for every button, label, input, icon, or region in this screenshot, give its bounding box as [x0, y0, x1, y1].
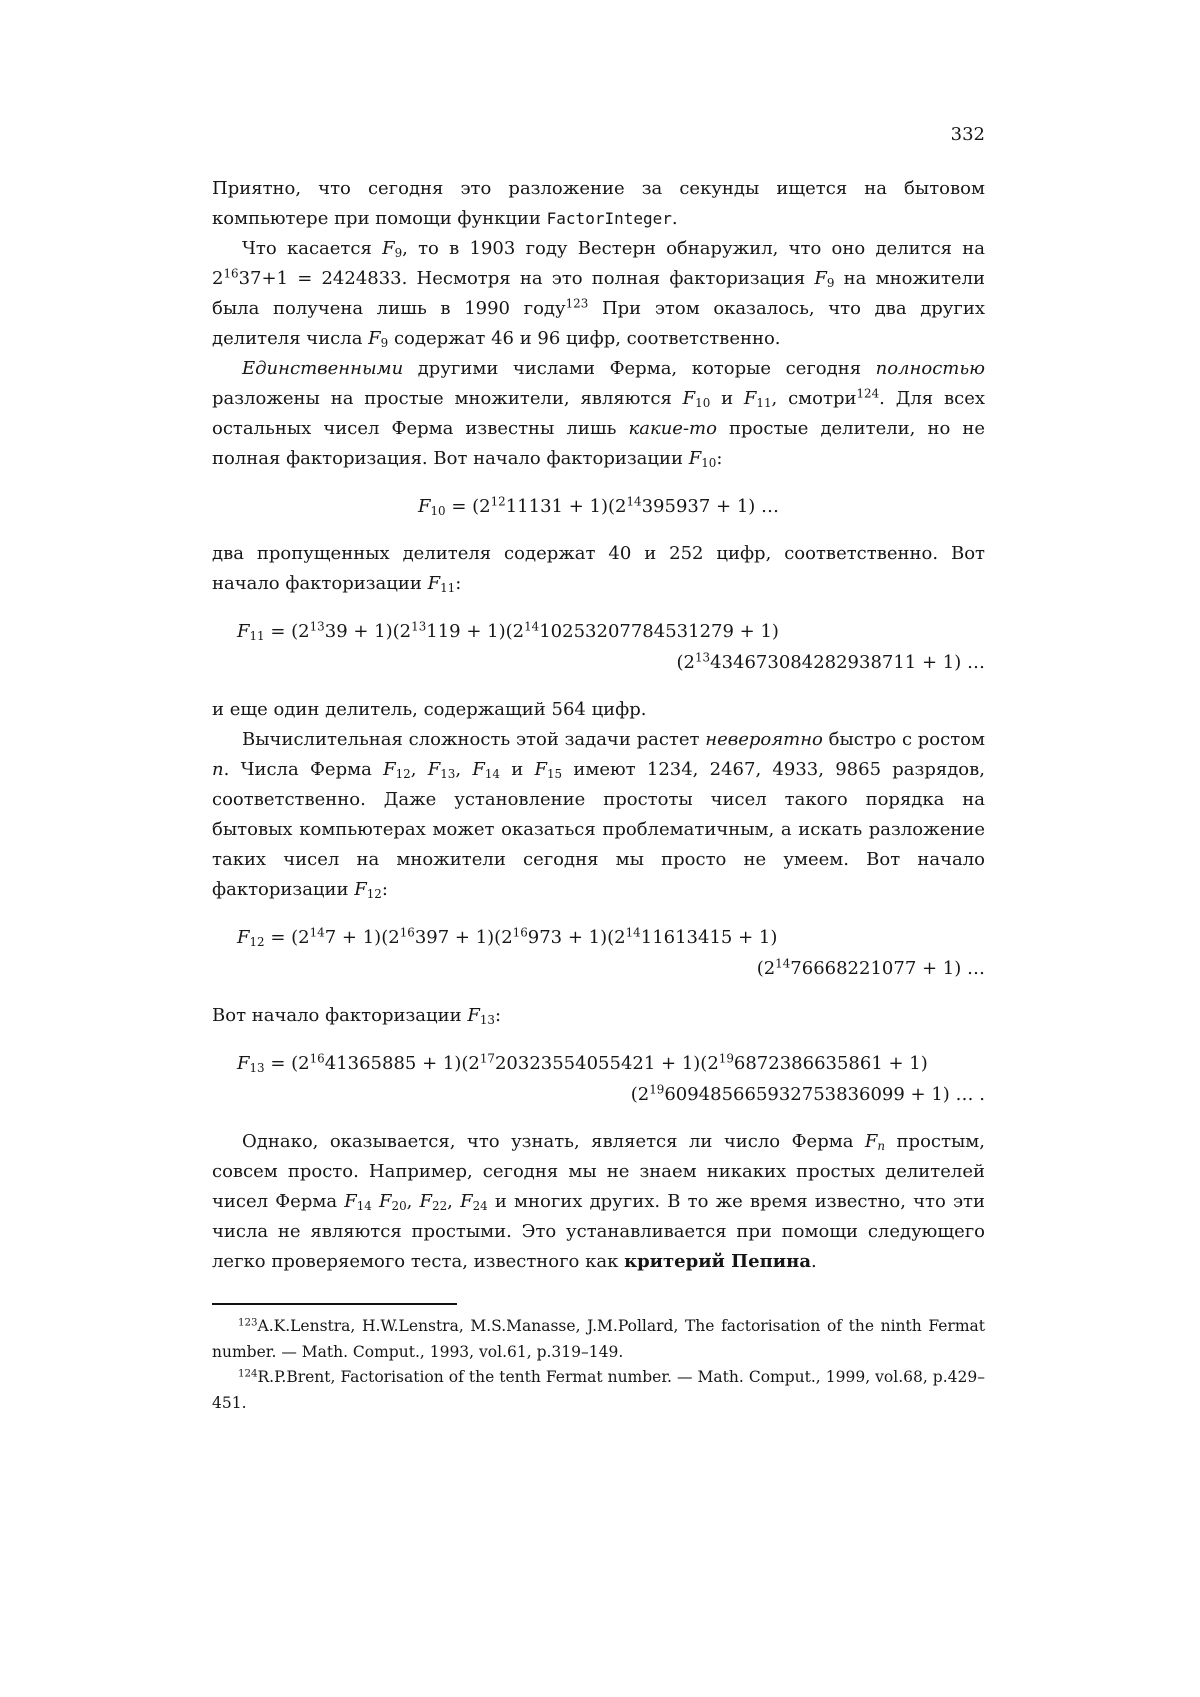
equation-f13-line2: $(2^{19}609485665932753836099 + 1)$ … .	[630, 1082, 985, 1105]
equation-f13	[212, 1048, 985, 1110]
equation-f11-line1: $F_{11} = (2^{13}39 + 1)(2^{13}119 + 1)(2^{14}10253207784531279 + 1)$	[237, 619, 779, 643]
equation-f11-line2: $(2^{13}434673084282938711 + 1)$ …	[676, 650, 985, 673]
footnote-123: $^{123}$A.K.Lenstra, H.W.Lenstra, M.S.Manasse, J.M.Pollard, The factorisation of the ninth Fermat number. — Math. Comput., 1993, vol.61, p.319–149.	[212, 1317, 985, 1361]
paragraph-f13-intro: Вот начало факторизации $F_{13}$:	[212, 1005, 502, 1027]
paragraph-564-digits: и еще один делитель, содержащий 564 цифр.	[212, 699, 647, 720]
page-number: 332	[950, 124, 985, 145]
equation-f12	[212, 922, 985, 984]
paragraph-complete-factorizations: Единственными другими числами Ферма, которые сегодня полностью разложены на простые множители, являются $F_{10}$ и $F_{11}$, смотри$^{124}$. Для всех остальных чисел Ферма известны лишь какие-то простые делители, но не полная факторизация. Вот начало факторизации $F_{10}$:	[212, 358, 985, 470]
equation-f12-line2: $(2^{14}76668221077 + 1)$ …	[756, 956, 985, 979]
equation-f11	[212, 616, 985, 678]
paragraph-f9-history: Что касается $F_9$, то в 1903 году Вестерн обнаружил, что оно делится на $2^{16}37+1 = 2424833$. Несмотря на это полная факторизация $F_9$ на множители была получена лишь в 1990 году$^{123}$ При этом оказалось, что два других делителя числа $F_9$ содержат 46 и 96 цифр, соответственно.	[212, 238, 986, 350]
equation-f12-line1: $F_{12} = (2^{14}7 + 1)(2^{16}397 + 1)(2^{16}973 + 1)(2^{14}11613415 + 1)$	[237, 925, 778, 949]
paragraph-missing-divisors: два пропущенных делителя содержат 40 и 252 цифр, соответственно. Вот начало факторизации $F_{11}$:	[212, 543, 985, 595]
page-header	[212, 122, 985, 148]
paragraph-factorinteger: Приятно, что сегодня это разложение за секунды ищется на бытовом компьютере при помощи функции FactorInteger.	[212, 178, 985, 229]
paragraph-complexity: Вычислительная сложность этой задачи растет невероятно быстро с ростом n. Числа Ферма $F_{12}$, $F_{13}$, $F_{14}$ и $F_{15}$ имеют 1234, 2467, 4933, 9865 разрядов, соответственно. Даже установление простоты чисел такого порядка на бытовых компьютерах может оказаться проблематичным, а искать разложение таких чисел на множители сегодня мы просто не умеем. Вот начало факторизации $F_{12}$:	[212, 729, 986, 901]
equation-f10	[212, 491, 985, 522]
footnote-separator-rule	[212, 1303, 457, 1305]
paragraph-pepin-criterion: Однако, оказывается, что узнать, является ли число Ферма $F_n$ простым, совсем просто. Например, сегодня мы не знаем никаких простых делителей чисел Ферма $F_{14}$ $F_{20}$, $F_{22}$, $F_{24}$ и многих других. В то же время известно, что эти числа не являются простыми. Это устанавливается при помощи следующего легко проверяемого теста, известного как критерий Пепина.	[212, 1131, 986, 1272]
equation-f13-line1: $F_{13} = (2^{16}41365885 + 1)(2^{17}20323554055421 + 1)(2^{19}6872386635861 + 1)$	[237, 1051, 928, 1075]
footnotes-section	[212, 1303, 985, 1416]
footnote-124: $^{124}$R.P.Brent, Factorisation of the tenth Fermat number. — Math. Comput., 1999, vol.68, p.429–451.	[212, 1368, 985, 1412]
equation-f10-line: $F_{10} = (2^{12}11131 + 1)(2^{14}395937 + 1)$ …	[417, 494, 780, 518]
main-text	[212, 174, 985, 1277]
